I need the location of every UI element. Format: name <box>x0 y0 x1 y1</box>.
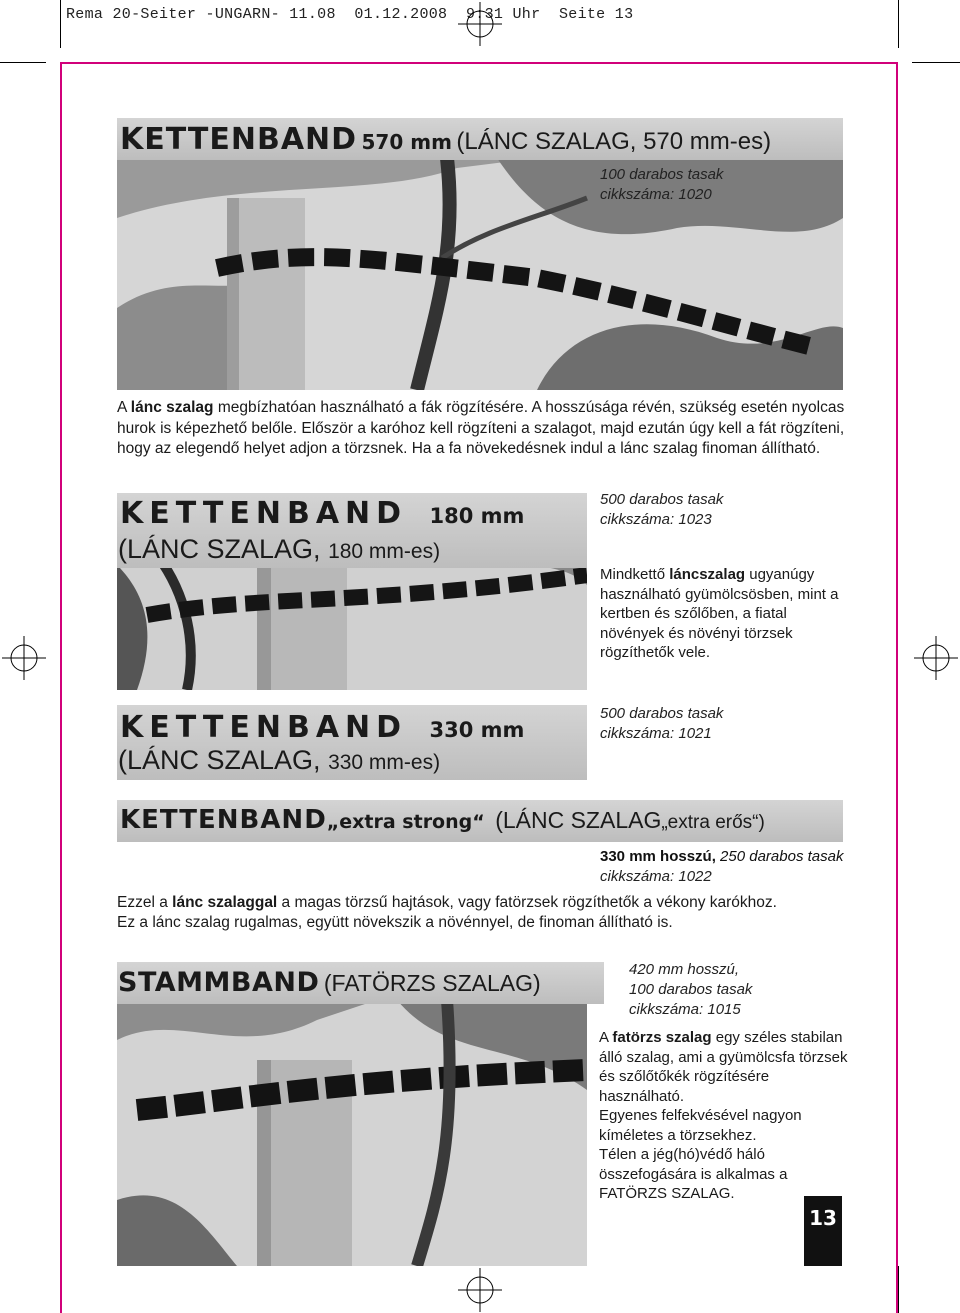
product-spec <box>600 846 843 867</box>
pack-info: 250 darabos tasak <box>715 848 844 865</box>
title-german: KETTENBAND <box>120 805 327 835</box>
registration-mark-icon <box>2 636 46 680</box>
title-size: 570 mm <box>361 130 452 154</box>
length-info: 330 mm hosszú, <box>600 848 716 865</box>
keyword: lánc szalag <box>130 399 214 416</box>
title-hungarian-size: 180 mm-es) <box>328 540 441 563</box>
keyword: lánc szalaggal <box>172 894 278 911</box>
article-number: cikkszáma: 1021 <box>600 725 712 742</box>
registration-mark-icon <box>458 2 502 46</box>
title-size: 330 mm <box>429 718 525 742</box>
photo-trunk-band <box>117 1000 587 1266</box>
description: Mindkettő láncszalag ugyanúgy használható gyümölcsösben, mint a kertben és szőlőben, a fiatal növények és növényi törzsek rögzíthetők vele. <box>600 566 839 661</box>
title-hungarian-size: 330 mm-es) <box>328 751 441 774</box>
section-subtitle <box>118 745 440 776</box>
section-title <box>120 122 771 157</box>
title-german: STAMMBAND <box>118 967 320 998</box>
title-hungarian: (LÁNC SZALAG <box>495 807 662 833</box>
registration-mark-icon <box>914 636 958 680</box>
article-number: cikkszáma: 1015 <box>629 1001 741 1018</box>
print-slug: Rema 20-Seiter -UNGARN- 11.08 01.12.2008 9:31 Uhr Seite 13 <box>66 6 634 23</box>
section-title <box>120 496 524 531</box>
section-title <box>120 805 765 835</box>
title-extra: „extra strong“ <box>326 811 485 833</box>
photo-chain-band-570 <box>117 158 843 390</box>
length-info: 420 mm hosszú, <box>629 961 740 978</box>
article-number: cikkszáma: 1023 <box>600 511 712 528</box>
keyword: láncszalag <box>669 566 746 583</box>
title-german: KETTENBAND <box>120 122 358 157</box>
title-hungarian: (LÁNC SZALAG, 570 mm-es) <box>456 128 772 155</box>
article-number: cikkszáma: 1020 <box>600 186 712 203</box>
description: A lánc szalag megbízhatóan használható a fák rögzítésére. A hosszúsága révén, szükség esetén nyolcas hurok is képezhető belőle. Először a karóhoz kell rögzíteni a szalagot, majd ezután úgy kell a fát rögzíteni, hogy az elegendő helyet adjon a törzsnek. Ha a fa növekedésnek indul a lánc szalag finoman állítható. <box>117 399 845 457</box>
trim-mark <box>912 62 960 63</box>
page-number: 13 <box>804 1196 842 1266</box>
title-hungarian: (LÁNC SZALAG, <box>118 534 329 564</box>
title-hungarian-extra: „extra erős“) <box>661 812 765 833</box>
description: Ezzel a lánc szalaggal a magas törzsű hajtások, vagy fatörzsek rögzíthetők a vékony karókhoz. <box>117 894 777 911</box>
title-german: KETTENBAND <box>120 710 408 745</box>
keyword: fatörzs szalag <box>612 1029 712 1046</box>
title-hungarian: (LÁNC SZALAG, <box>118 745 329 775</box>
description: A fatörzs szalag egy széles stabilan álló szalag, ami a gyümölcsfa törzsek és szőlőtőkék rögzítésére használható. Egyenes felfekvésével nagyon kíméletes a törzsekhez. Télen a jég(hó)védő háló összefogására is alkalmas a FATÖRZS SZALAG. <box>599 1029 848 1202</box>
section-subtitle <box>118 534 440 565</box>
title-hungarian: (FATÖRZS SZALAG) <box>323 970 541 996</box>
pack-info: 100 darabos tasak <box>629 981 753 998</box>
description: Ez a lánc szalag rugalmas, együtt növekszik a növénnyel, de finoman állítható is. <box>117 914 673 931</box>
trim-mark <box>898 1266 899 1313</box>
section-title <box>118 967 541 998</box>
title-german: KETTENBAND <box>120 496 408 531</box>
pack-info: 500 darabos tasak <box>600 705 724 722</box>
trim-mark <box>898 0 899 48</box>
article-number: cikkszáma: 1022 <box>600 868 712 885</box>
pack-info: 100 darabos tasak <box>600 166 724 183</box>
trim-mark <box>0 62 46 63</box>
title-size: 180 mm <box>429 504 525 528</box>
section-title <box>120 710 524 745</box>
pack-info: 500 darabos tasak <box>600 491 724 508</box>
trim-mark <box>60 0 61 48</box>
